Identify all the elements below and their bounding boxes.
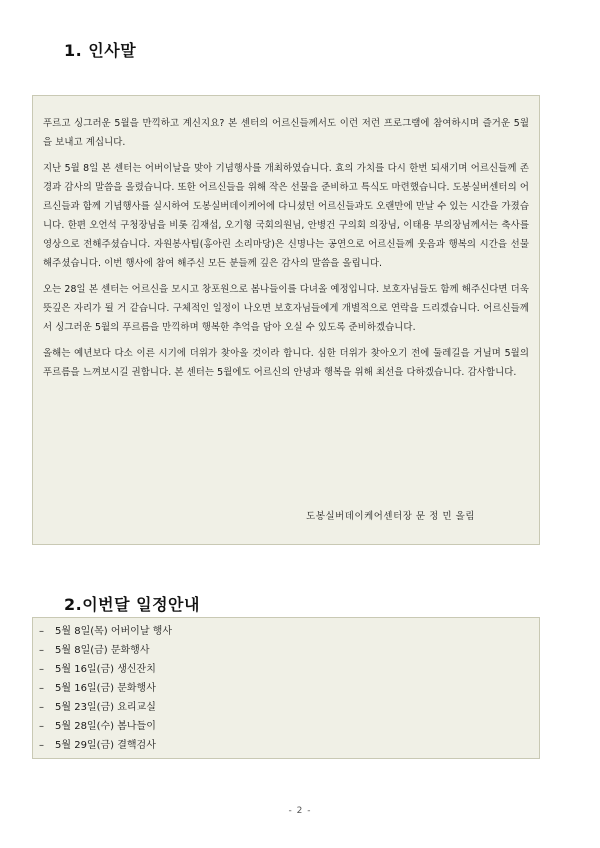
schedule-item-text: 5월 23일(금) 요리교실 [55, 702, 156, 713]
greeting-box [32, 95, 540, 545]
dash-bullet: – [39, 664, 44, 675]
section-title-greeting: 1. 인사말 [64, 41, 137, 60]
greeting-paragraph-4: 올해는 예년보다 다소 이른 시기에 더위가 찾아올 것이라 합니다. 심한 더위가 찾아오기 전에 둘레길을 거닐며 5월의 푸르름을 느껴보시길 권합니다. 본 센터는 5월에도 어르신의 안녕과 행복을 위해 최선을 다하겠습니다. 감사합니다. [43, 348, 529, 378]
schedule-item [33, 660, 539, 679]
dash-bullet: – [39, 683, 44, 694]
schedule-item-text: 5월 28일(수) 봄나들이 [55, 721, 156, 732]
schedule-list [33, 622, 539, 755]
greeting-paragraph-2: 지난 5월 8일 본 센터는 어버이날을 맞아 기념행사를 개최하였습니다. 효의 가치를 다시 한번 되새기며 어르신들께 존경과 감사의 말씀을 올렸습니다. 또한 어르신들을 위해 작은 선물을 준비하고 특식도 마련했습니다. 도봉실버센터의 어르신들과 함께 기념행사를 실시하여 도봉실버데이케어에 다니셨던 어르신들과도 오랜만에 만날 수 있는 시간을 가졌습니다. 한편 오언석 구청장님을 비롯 김재섭, 오기형 국회의원님, 안병건 구의회 의장님, 이태용 부의장님께서는 축사를 영상으로 전해주셨습니다. 자원봉사팀(홍아린 소리마당)은 신명나는 공연으로 어르신들께 웃음과 행복의 시간을 선물해주셨습니다. 이번 행사에 참여 해주신 모든 분들께 깊은 감사의 말씀을 올립니다. [43, 163, 529, 269]
schedule-item-text: 5월 29일(금) 결핵검사 [55, 740, 156, 751]
dash-bullet: – [39, 721, 44, 732]
schedule-item-text: 5월 16일(금) 생신잔치 [55, 664, 156, 675]
schedule-item [33, 679, 539, 698]
schedule-item-text: 5월 16일(금) 문화행사 [55, 683, 156, 694]
dash-bullet: – [39, 645, 44, 656]
schedule-item [33, 641, 539, 660]
schedule-item-text: 5월 8일(금) 문화행사 [55, 645, 150, 656]
schedule-item [33, 736, 539, 755]
schedule-item [33, 622, 539, 641]
greeting-paragraph-3: 오는 28일 본 센터는 어르신을 모시고 창포원으로 봄나들이를 다녀올 예정입니다. 보호자님들도 함께 해주신다면 더욱 뜻깊은 자리가 될 거 같습니다. 구체적인 일정이 나오면 보호자님들에게 개별적으로 연락을 드리겠습니다. 어르신들께서 싱그러운 5월의 푸르름을 만끽하며 행복한 추억을 담아 오실 수 있도록 준비하겠습니다. [43, 284, 529, 333]
dash-bullet: – [39, 626, 44, 637]
schedule-item-text: 5월 8일(목) 어버이날 행사 [55, 626, 173, 637]
schedule-box [32, 617, 540, 759]
greeting-paragraph-1: 푸르고 싱그러운 5월을 만끽하고 계신지요? 본 센터의 어르신들께서도 이런 저런 프로그램에 참여하시며 즐거운 5월을 보내고 계십니다. [43, 118, 529, 148]
dash-bullet: – [39, 702, 44, 713]
dash-bullet: – [39, 740, 44, 751]
signature: 도봉실버데이케어센터장 문 정 민 올림 [306, 511, 475, 522]
schedule-item [33, 717, 539, 736]
schedule-item [33, 698, 539, 717]
page-number: - 2 - [288, 806, 312, 816]
section-title-schedule: 2.이번달 일정안내 [64, 595, 200, 614]
